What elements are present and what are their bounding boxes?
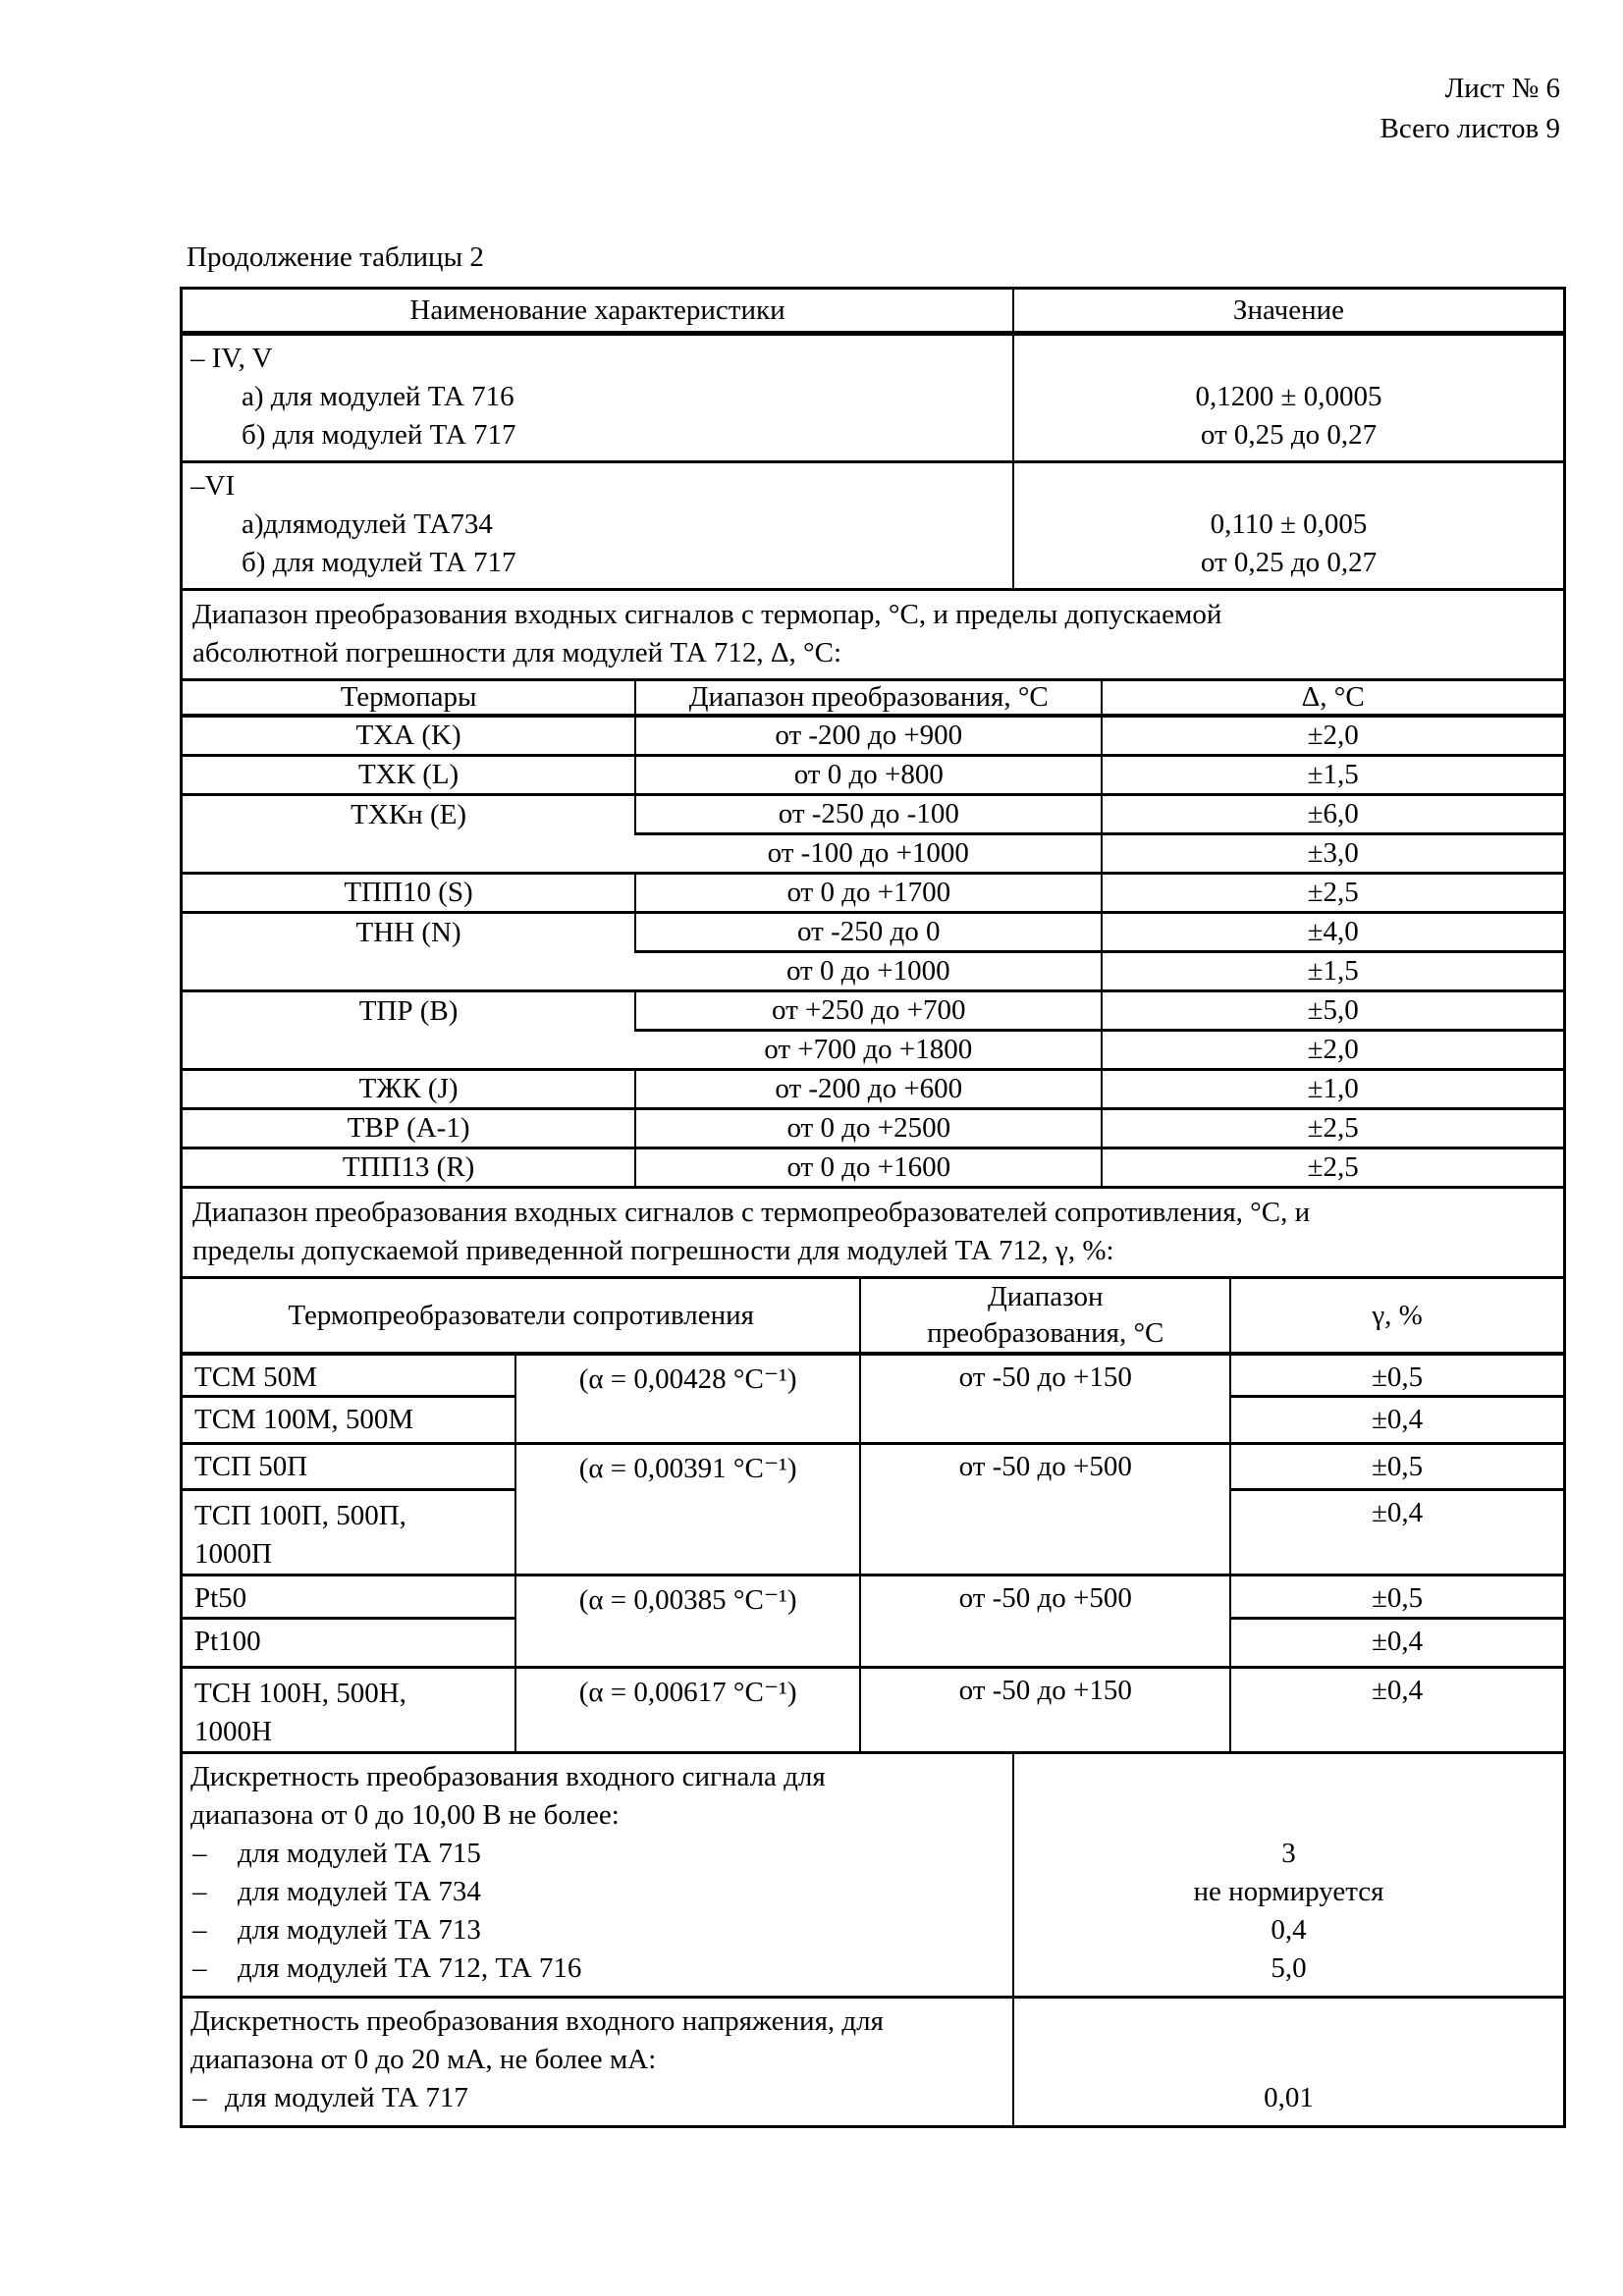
rtd-name: ТСМ 50М [183,1354,515,1396]
rtd-table [183,1279,1563,1754]
thermocouple-name: ТХК (L) [183,756,635,795]
range-col-header: Диапазон преобразования, °С [635,681,1102,716]
thermocouple-intro-cell [183,591,1563,680]
thermocouple-name: ТХКн (Е) [183,795,635,874]
list-item-label: для модулей ТА 715 [238,1837,481,1869]
discreteness-current-name-cell [183,1999,1013,2125]
characteristics-table [180,287,1566,2128]
thermocouple-name: ТХА (K) [183,716,635,756]
table-row [183,874,1563,913]
list-item [190,2079,1012,2117]
table-row [183,1443,1563,1489]
rtd-col-header: Термопреобразователи сопротивления [183,1279,860,1354]
discreteness-signal-value-cell [1013,1754,1563,1998]
section-title: – IV, V [190,343,273,374]
alpha-cell: (α = 0,00617 °С⁻¹) [515,1667,861,1752]
spacer-line [1014,1796,1563,1835]
value: 0,4 [1271,1913,1307,1946]
thermocouple-col-header: Термопары [183,681,635,716]
range-cell: от -250 до -100 [635,795,1102,834]
delta-cell: ±1,5 [1102,756,1563,795]
thermocouple-table [183,681,1563,1189]
table-row [183,1575,1563,1618]
list-item: а)длямодулей ТА734 [242,508,493,540]
rtd-name: Pt100 [183,1618,515,1667]
range-cell: от 0 до +1600 [635,1148,1102,1188]
list-item-label: для модулей ТА 713 [238,1913,481,1946]
delta-cell: ±2,5 [1102,1148,1563,1188]
delta-cell: ±2,0 [1102,716,1563,756]
discreteness-current-section [183,1999,1563,2125]
intro-line: пределы допускаемой приведенной погрешности для модулей ТА 712, γ, %: [192,1235,1114,1266]
list-item-label: для модулей ТА 734 [238,1875,481,1907]
rtd-intro-cell [183,1189,1563,1278]
rtd-name: ТСП 50П [183,1443,515,1489]
spacer-line [1014,340,1563,378]
gamma-col-header: γ, % [1230,1279,1563,1354]
range-cell: от -50 до +150 [860,1354,1230,1443]
range-cell: от -50 до +500 [860,1575,1230,1667]
gamma-cell: ±0,4 [1230,1489,1563,1575]
spacer-line [1014,1758,1563,1796]
range-cell: от 0 до +800 [635,756,1102,795]
table-row [183,1109,1563,1148]
section-vi-value-cell [1013,463,1563,590]
spacer-line [1014,2002,1563,2041]
intro-line: диапазона от 0 до 20 мА, не более мА: [190,2043,657,2075]
delta-cell: ±1,0 [1102,1070,1563,1109]
list-item [190,1949,1012,1988]
discreteness-current-value-cell [1013,1999,1563,2125]
value: от 0,25 до 0,27 [1200,547,1378,578]
table-row [183,681,1563,716]
list-item: б) для модулей ТА 717 [242,547,516,578]
intro-line: Диапазон преобразования входных сигналов с термопреобразователей сопротивления, °С, и [192,1197,1311,1228]
table-row [183,1189,1563,1278]
delta-cell: ±2,5 [1102,874,1563,913]
rtd-name [183,1667,515,1752]
gamma-cell: ±0,4 [1230,1667,1563,1752]
intro-line: Дискретность преобразования входного напряжения, для [190,2004,884,2037]
table-row [183,463,1563,590]
range-cell: от +250 до +700 [635,991,1102,1031]
discreteness-signal-name-cell [183,1754,1013,1998]
range-col-header [860,1279,1230,1354]
alpha-cell: (α = 0,00428 °С⁻¹) [515,1354,861,1443]
delta-cell: ±2,5 [1102,1109,1563,1148]
thermocouple-name: ТВР (А-1) [183,1109,635,1148]
thermocouple-name: ТПР (В) [183,991,635,1070]
list-dash: – [192,1837,207,1869]
list-item [190,1835,1012,1873]
header-line: Диапазон [987,1281,1104,1312]
range-cell: от 0 до +1700 [635,874,1102,913]
gamma-cell: ±0,5 [1230,1443,1563,1489]
rtd-name: ТСМ 100М, 500М [183,1396,515,1443]
range-cell: от -200 до +900 [635,716,1102,756]
total-sheets: Всего листов 9 [1380,113,1560,144]
section-iv-v-value-cell [1013,336,1563,462]
thermocouple-name: ТПП13 (R) [183,1148,635,1188]
range-cell: от 0 до +2500 [635,1109,1102,1148]
value: от 0,25 до 0,27 [1200,419,1378,451]
table-row [183,1667,1563,1752]
list-dash: – [192,1913,207,1946]
column-header-name: Наименование характеристики [183,290,1013,334]
range-cell: от 0 до +1000 [635,952,1102,991]
range-cell: от -250 до 0 [635,913,1102,952]
thermocouple-intro [183,591,1563,681]
list-dash: – [192,2081,207,2113]
alpha-cell: (α = 0,00391 °С⁻¹) [515,1443,861,1575]
name-line: 1000Н [194,1715,272,1747]
delta-col-header: Δ, °С [1102,681,1563,716]
gamma-cell: ±0,4 [1230,1618,1563,1667]
section-vi [183,463,1563,591]
value: 0,110 ± 0,005 [1210,508,1368,540]
list-item [190,1873,1012,1911]
main-header-table [183,290,1563,336]
section-iv-v-name-cell [183,336,1013,462]
table-caption: Продолжение таблицы 2 [187,241,484,273]
name-line: ТСП 100П, 500П, [194,1499,406,1531]
intro-line: Диапазон преобразования входных сигналов с термопар, °С, и пределы допускаемой [192,599,1222,630]
range-cell: от +700 до +1800 [635,1031,1102,1070]
sheet-info [1380,69,1560,149]
name-line: ТСН 100Н, 500Н, [194,1677,406,1709]
delta-cell: ±6,0 [1102,795,1563,834]
table-row [183,1070,1563,1109]
table-row [183,290,1563,334]
table-row [183,1279,1563,1354]
table-row [183,795,1563,834]
spacer-line [1014,467,1563,506]
table-row [183,913,1563,952]
column-header-value: Значение [1013,290,1563,334]
table-row [183,1999,1563,2125]
value: 0,01 [1264,2081,1314,2113]
delta-cell: ±4,0 [1102,913,1563,952]
list-dash: – [192,1951,207,1984]
list-item [190,1911,1012,1949]
name-line: 1000П [194,1537,272,1570]
section-iv-v [183,336,1563,463]
delta-cell: ±2,0 [1102,1031,1563,1070]
range-cell: от -200 до +600 [635,1070,1102,1109]
list-item: б) для модулей ТА 717 [242,419,516,451]
delta-cell: ±1,5 [1102,952,1563,991]
range-cell: от -100 до +1000 [635,834,1102,874]
spacer-line [1014,2041,1563,2079]
value: не нормируется [1193,1875,1384,1907]
sheet-number: Лист № 6 [1444,73,1560,104]
table-row [183,756,1563,795]
intro-line: диапазона от 0 до 10,00 В не более: [190,1798,620,1831]
rtd-name: Pt50 [183,1575,515,1618]
gamma-cell: ±0,4 [1230,1396,1563,1443]
thermocouple-name: ТЖК (J) [183,1070,635,1109]
rtd-intro [183,1189,1563,1279]
intro-line: абсолютной погрешности для модулей ТА 712, Δ, °С: [192,637,842,668]
list-item-label: для модулей ТА 712, ТА 716 [238,1951,582,1984]
intro-line: Дискретность преобразования входного сигнала для [190,1760,826,1792]
list-dash: – [192,1875,207,1907]
gamma-cell: ±0,5 [1230,1575,1563,1618]
delta-cell: ±5,0 [1102,991,1563,1031]
table-row [183,1754,1563,1998]
header-line: преобразования, °С [927,1317,1164,1349]
table-row [183,991,1563,1031]
thermocouple-name: ТПП10 (S) [183,874,635,913]
list-item-label: для модулей ТА 717 [225,2081,468,2113]
discreteness-signal-section [183,1754,1563,1999]
table-row [183,716,1563,756]
table-row [183,1148,1563,1188]
value: 5,0 [1271,1951,1307,1984]
value: 3 [1281,1837,1296,1869]
table-row [183,336,1563,462]
list-item: а) для модулей ТА 716 [242,381,514,412]
table-row [183,591,1563,680]
value: 0,1200 ± 0,0005 [1195,381,1382,412]
delta-cell: ±3,0 [1102,834,1563,874]
thermocouple-name: ТНН (N) [183,913,635,991]
section-title: –VI [190,470,236,502]
table-row [183,1354,1563,1396]
alpha-cell: (α = 0,00385 °С⁻¹) [515,1575,861,1667]
gamma-cell: ±0,5 [1230,1354,1563,1396]
section-vi-name-cell [183,463,1013,590]
range-cell: от -50 до +150 [860,1667,1230,1752]
range-cell: от -50 до +500 [860,1443,1230,1575]
rtd-name [183,1489,515,1575]
